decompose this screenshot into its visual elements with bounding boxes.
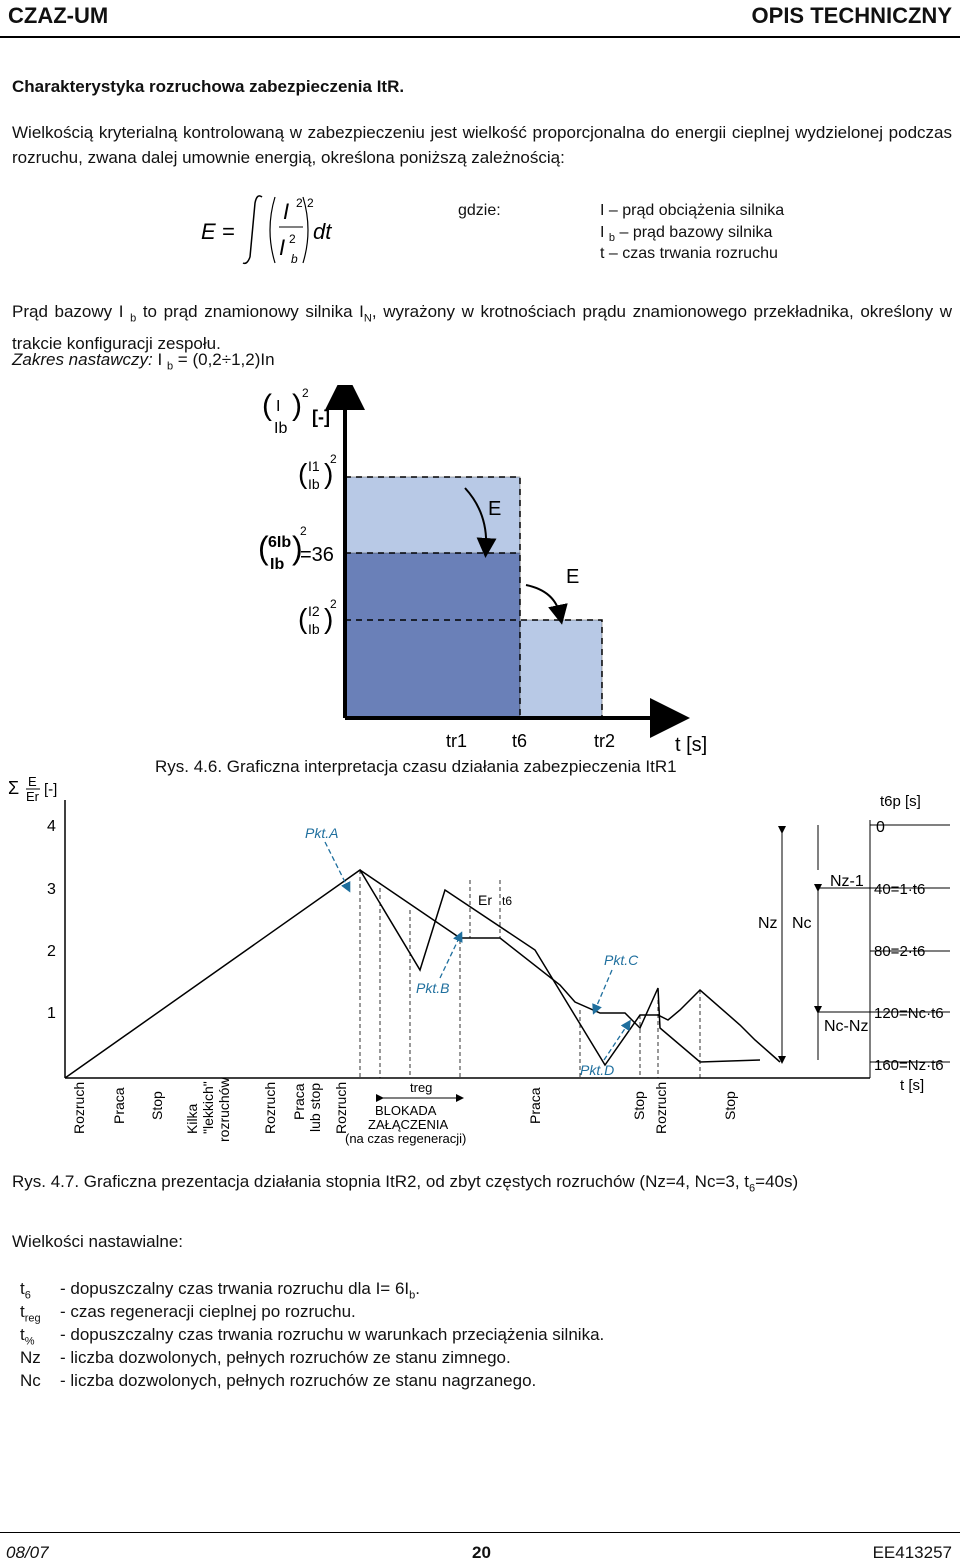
- fig2-right-160: 160=Nz·t6: [874, 1057, 944, 1074]
- y-label-unit: [-]: [312, 407, 330, 427]
- formula-num-exp: 2: [296, 196, 303, 210]
- block-line-1: BLOKADA: [375, 1103, 437, 1118]
- state-rozruchow: rozruchów: [216, 1077, 232, 1142]
- x-label-tr1: tr1: [446, 731, 468, 751]
- fig2-right-0: 0: [876, 819, 885, 836]
- fig2-right-title: t6p [s]: [880, 793, 921, 810]
- fig2-treg: treg: [410, 1080, 433, 1095]
- fig2-ylabel-sub: Er: [26, 789, 39, 804]
- integral-sign: [243, 196, 262, 264]
- setting-row-treg: $t_{reg}$ - czas regeneracji cieplnej po rozruchu.: [20, 1302, 356, 1325]
- y-label-I1: I1: [308, 458, 320, 474]
- state-lekkich: "lekkich": [200, 1081, 216, 1134]
- fig2-right-40: 40=1·t6: [874, 881, 926, 898]
- state-rozruch-1: Rozruch: [71, 1081, 87, 1134]
- fig2-right-120: 120=Nc·t6: [874, 1005, 944, 1022]
- svg-text:2: 2: [330, 452, 337, 466]
- gdzie-item-2: I $_b$ – prąd bazowy silnika: [600, 224, 773, 245]
- state-rozruch-3: Rozruch: [333, 1081, 349, 1134]
- y-label-Ib: Ib: [274, 420, 288, 437]
- fig2-right-unit: t [s]: [900, 1077, 925, 1094]
- svg-text:): ): [324, 603, 334, 634]
- paren-left: [270, 197, 275, 263]
- setting-row-tpct: $t_{\%}$ - dopuszczalny czas trwania rozruchu w warunkach przeciążenia silnika.: [20, 1325, 605, 1348]
- fig2-nc: Nc: [792, 915, 812, 932]
- setting-row-nz: Nz - liczba dozwolonych, pełnych rozruchów ze stanu zimnego.: [20, 1348, 511, 1367]
- intro-paragraph: Wielkością kryterialną kontrolowaną w zabezpieczeniu jest wielkość proporcjonalna do energii cieplnej wydzielonej podczas rozruchu, zwana dalej umownie energią, określona poniższą zależnością:: [12, 123, 952, 167]
- state-praca-1: Praca: [111, 1087, 127, 1124]
- svg-text:(: (: [262, 389, 272, 422]
- svg-text:): ): [324, 458, 334, 489]
- formula-outer-exp: 2: [307, 196, 314, 210]
- svg-text:(: (: [258, 530, 269, 566]
- fig2-ytick-3: 3: [47, 881, 56, 898]
- settings-title: Wielkości nastawialne:: [12, 1232, 184, 1251]
- footer-date: 08/07: [6, 1543, 49, 1562]
- gdzie-item-3: t – czas trwania rozruchu: [600, 245, 778, 262]
- energy-curve: [65, 870, 780, 1078]
- block-line-3: (na czas regeneracji): [345, 1131, 467, 1146]
- svg-text:): ): [292, 389, 302, 422]
- energy-label-2: E: [566, 566, 580, 588]
- state-stop-1: Stop: [149, 1091, 165, 1120]
- state-rozruch-4: Rozruch: [653, 1081, 669, 1134]
- energy-block-dark: [345, 553, 520, 718]
- svg-text:2: 2: [330, 597, 337, 611]
- fig2-right-80: 80=2·t6: [874, 943, 926, 960]
- fig2-ytick-4: 4: [47, 818, 56, 835]
- figure-4-7: [0, 770, 960, 1150]
- y-label-Ib2: Ib: [308, 621, 320, 637]
- header-left: CZAZ-UM: [8, 3, 109, 28]
- formula-den-sub: b: [291, 252, 298, 266]
- formula-dt: dt: [313, 219, 332, 244]
- fig2-t6: t6: [502, 894, 513, 908]
- setting-row-nc: Nc - liczba dozwolonych, pełnych rozruchów ze stanu nagrzanego.: [20, 1371, 537, 1390]
- fig2-nc-nz: Nc-Nz: [824, 1018, 869, 1035]
- base-current-paragraph: Prąd bazowy I $_b$ to prąd znamionowy silnika $I_N$, wyrażony w krotnościach prądu znamionowego przekładnika, określony w trakcie konfiguracji zespołu.: [12, 302, 952, 354]
- fig2-nz: Nz: [758, 915, 778, 932]
- state-stop-2: Stop: [631, 1091, 647, 1120]
- figure-4-7-caption: Rys. 4.7. Graficzna prezentacja działania stopnia ItR2, od zbyt częstych rozruchów (Nz=4, Nc=3, $t_6=40s$): [12, 1172, 799, 1195]
- fig2-ytick-1: 1: [47, 1005, 56, 1022]
- svg-text:(: (: [298, 458, 308, 489]
- y-label-I2: I2: [308, 603, 320, 619]
- gdzie-item-1: I – prąd obciążenia silnika: [600, 202, 785, 219]
- x-label-t: t [s]: [675, 734, 708, 756]
- block-line-2: ZAŁĄCZENIA: [368, 1117, 449, 1132]
- figure-4-6-caption: Rys. 4.6. Graficzna interpretacja czasu działania zabezpieczenia ItR1: [155, 757, 677, 776]
- state-praca-2: Praca: [291, 1083, 307, 1120]
- y-label-6Ib: 6Ib: [268, 534, 292, 551]
- header-right: OPIS TECHNICZNY: [751, 3, 952, 28]
- x-label-tr2: tr2: [594, 731, 616, 751]
- fig2-er: Er: [478, 892, 492, 908]
- svg-text:2: 2: [300, 524, 307, 538]
- footer-page-number: 20: [472, 1543, 491, 1562]
- point-c: Pkt.C: [604, 952, 639, 968]
- formula-num: I: [283, 199, 290, 224]
- fig2-ylabel-unit: [-]: [44, 781, 58, 798]
- fig2-nz-1: Nz-1: [830, 873, 864, 890]
- fig2-sigma: Σ: [8, 778, 20, 798]
- page-header: [0, 0, 960, 38]
- svg-text:): ): [292, 530, 303, 566]
- y-label-I: I: [276, 398, 281, 415]
- state-lub-stop: lub stop: [307, 1082, 323, 1132]
- figure-4-6: [0, 385, 960, 785]
- y-label-36: =36: [300, 544, 334, 566]
- point-d: Pkt.D: [580, 1062, 615, 1078]
- section-title: Charakterystyka rozruchowa zabezpieczenia ItR.: [12, 77, 405, 96]
- point-b: Pkt.B: [416, 980, 450, 996]
- energy-label-1: E: [488, 498, 502, 520]
- range-line: Zakres nastawczy: I $_b$ = (0,2÷1,2)In: [12, 350, 275, 373]
- energy-arrow-2: [526, 585, 560, 615]
- state-stop-3: Stop: [722, 1091, 738, 1120]
- energy-block-light-2: [520, 620, 602, 718]
- fig2-ytick-2: 2: [47, 943, 56, 960]
- y-label-exp1: 2: [302, 386, 309, 400]
- point-a: Pkt.A: [305, 825, 339, 841]
- formula-lhs: E =: [201, 219, 235, 244]
- y-label-Ib6: Ib: [270, 556, 285, 573]
- state-kilka: Kilka: [184, 1103, 200, 1134]
- energy-formula: [195, 185, 345, 275]
- formula-den: I: [279, 235, 286, 260]
- formula-den-exp: 2: [289, 232, 296, 246]
- fig2-ylabel: E: [28, 774, 37, 789]
- svg-text:(: (: [298, 603, 308, 634]
- setting-row-t6: $t_6$ - dopuszczalny czas trwania rozruchu dla $I= 6I_b$.: [20, 1279, 420, 1302]
- footer-doc-code: EE413257: [872, 1543, 952, 1562]
- footer-divider: [0, 1532, 960, 1533]
- state-praca-3: Praca: [527, 1087, 543, 1124]
- gdzie-label: gdzie:: [458, 202, 501, 219]
- y-label-Ib1: Ib: [308, 476, 320, 492]
- state-rozruch-2: Rozruch: [262, 1081, 278, 1134]
- x-label-t6: t6: [512, 731, 528, 751]
